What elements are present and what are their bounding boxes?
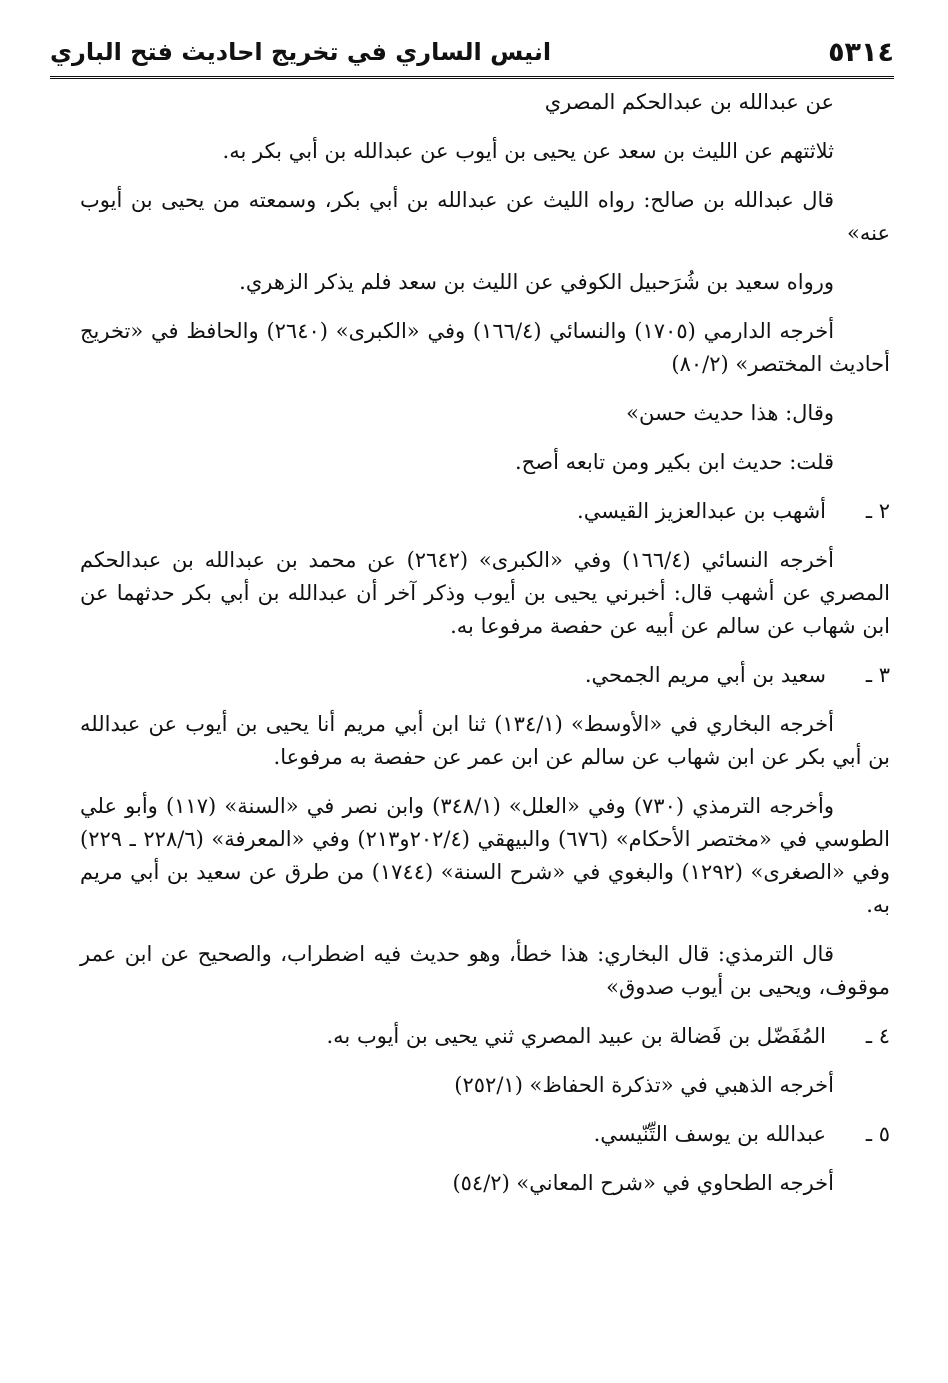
item-narrator: عبدالله بن يوسف التِّنّيسي.	[593, 1122, 826, 1146]
item-narrator: أشهب بن عبدالعزيز القيسي.	[577, 499, 826, 523]
paragraph-8: أخرجه النسائي (١٦٦/٤) وفي «الكبرى» (٢٦٤٢) عن محمد بن عبدالله بن عبدالحكم المصري عن أشهب قال: أخبرني يحيى بن أيوب وذكر آخر أن عبدالله بن أبي بكر حدثهما عن ابن شهاب عن سالم عن أبيه عن حفصة مرفوعا به.	[80, 548, 890, 638]
page-number: ٥٣١٤	[828, 36, 894, 68]
paragraph-11: قال الترمذي: قال البخاري: هذا خطأ، وهو حديث فيه اضطراب، والصحيح عن ابن عمر موقوف، ويحيى بن أيوب صدوق»	[80, 942, 890, 999]
paragraph-1: عن عبدالله بن عبدالحكم المصري	[544, 90, 834, 114]
list-item-4	[80, 1020, 890, 1053]
paragraph-3: قال عبدالله بن صالح: رواه الليث عن عبدالله بن أبي بكر، وسمعته من يحيى بن أيوب عنه»	[80, 188, 890, 245]
list-item-5	[80, 1118, 890, 1151]
item-number: ٤ ـ	[865, 1024, 890, 1048]
paragraph-9: أخرجه البخاري في «الأوسط» (١٣٤/١) ثنا ابن أبي مريم أنا يحيى بن أيوب عن عبدالله بن أبي بكر عن ابن شهاب عن سالم عن ابن عمر عن حفصة به مرفوعا.	[80, 712, 890, 769]
paragraph-10: وأخرجه الترمذي (٧٣٠) وفي «العلل» (٣٤٨/١) وابن نصر في «السنة» (١١٧) وأبو علي الطوسي في «مختصر الأحكام» (٦٧٦) والبيهقي (٢٠٢/٤و٢١٣) وفي «المعرفة» (٢٢٨/٦ ـ ٢٢٩) وفي «الصغرى» (١٢٩٢) والبغوي في «شرح السنة» (١٧٤٤) من طرق عن سعيد بن أبي مريم به.	[80, 794, 890, 917]
list-item-2	[80, 495, 890, 528]
paragraph-2: ثلاثتهم عن الليث بن سعد عن يحيى بن أيوب عن عبدالله بن أبي بكر به.	[222, 139, 834, 163]
item-number: ٣ ـ	[865, 663, 890, 687]
page-body	[80, 86, 890, 1216]
paragraph-6: وقال: هذا حديث حسن»	[626, 401, 834, 425]
item-number: ٥ ـ	[865, 1122, 890, 1146]
page-header	[50, 28, 894, 79]
paragraph-4: ورواه سعيد بن شُرَحبيل الكوفي عن الليث بن سعد فلم يذكر الزهري.	[239, 270, 834, 294]
item-number: ٢ ـ	[865, 499, 890, 523]
running-title: انيس الساري في تخريج احاديث فتح الباري	[50, 38, 552, 66]
paragraph-13: أخرجه الطحاوي في «شرح المعاني» (٥٤/٢)	[452, 1171, 834, 1195]
list-item-3	[80, 659, 890, 692]
item-narrator: المُفَضّل بن فَضالة بن عبيد المصري ثني يحيى بن أيوب به.	[326, 1024, 826, 1048]
paragraph-12: أخرجه الذهبي في «تذكرة الحفاظ» (٢٥٢/١)	[454, 1073, 834, 1097]
paragraph-5: أخرجه الدارمي (١٧٠٥) والنسائي (١٦٦/٤) وفي «الكبرى» (٢٦٤٠) والحافظ في «تخريج أحاديث المختصر» (٨٠/٢)	[80, 319, 890, 376]
item-narrator: سعيد بن أبي مريم الجمحي.	[584, 663, 826, 687]
paragraph-7: قلت: حديث ابن بكير ومن تابعه أصح.	[515, 450, 834, 474]
